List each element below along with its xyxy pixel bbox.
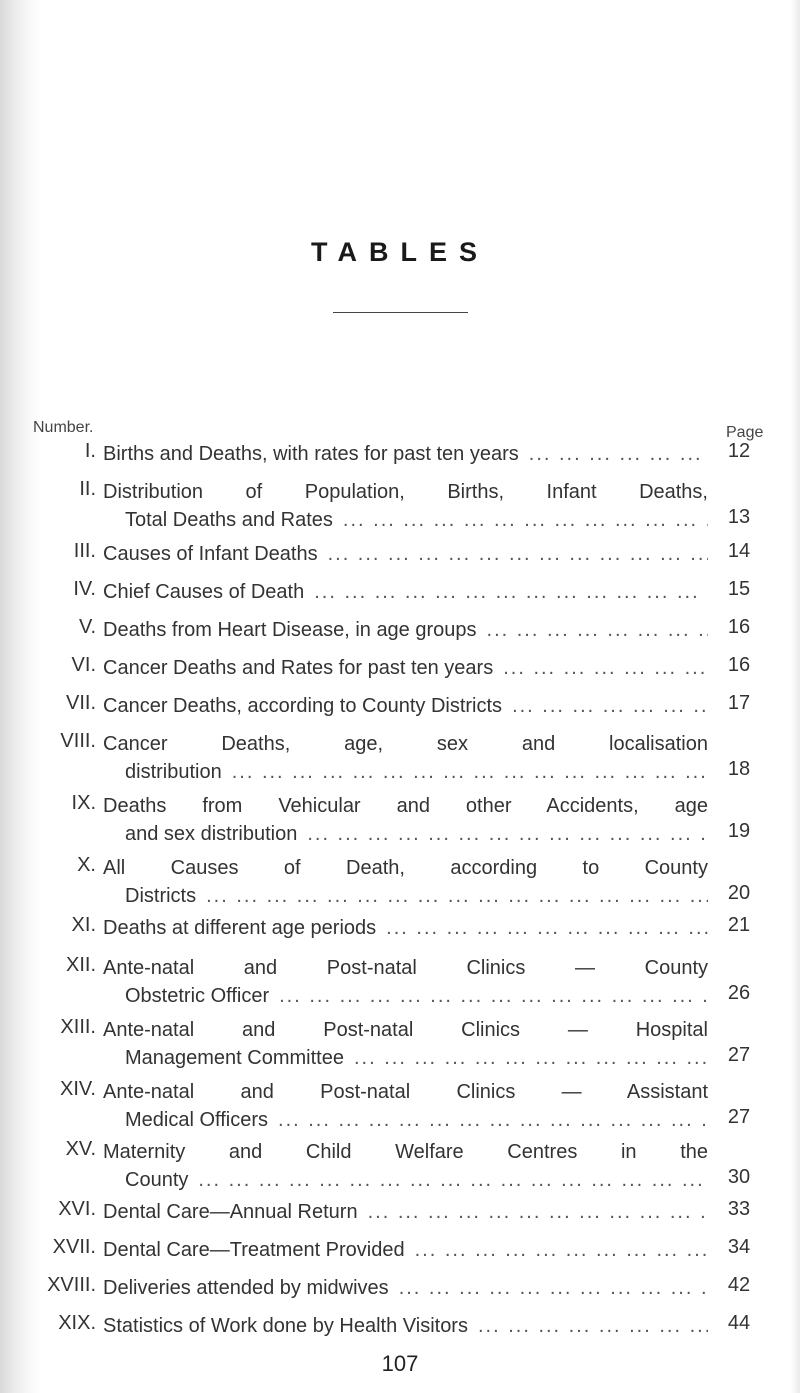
page-reference: 34 [727, 1236, 751, 1258]
table-number: XVII. [52, 1236, 96, 1258]
page-reference: 44 [727, 1312, 751, 1334]
description-text: County [125, 1169, 189, 1191]
page-reference: 20 [727, 882, 751, 904]
page-reference: 17 [727, 692, 751, 714]
table-description [103, 1078, 708, 1134]
description-line: Cancer Deaths, age, sex and localisation [103, 733, 708, 755]
dot-leader [269, 982, 708, 1010]
description-line [103, 1236, 708, 1264]
dot-leader [304, 578, 708, 606]
page-reference: 27 [727, 1044, 751, 1066]
table-description [103, 440, 708, 468]
table-number: II. [79, 478, 96, 500]
description-line [103, 982, 708, 1010]
page-reference: 14 [727, 540, 751, 562]
description-text: Chief Causes of Death [103, 581, 305, 603]
page-reference: 19 [727, 820, 751, 842]
dot-leader [519, 440, 708, 468]
page-reference: 15 [727, 578, 751, 600]
table-number: VII. [65, 692, 96, 714]
page-reference: 21 [727, 914, 751, 936]
description-line [103, 616, 708, 644]
description-text: Dental Care—Annual Return [103, 1201, 358, 1223]
description-line: Distribution of Population, Births, Infant Deaths, [103, 481, 708, 503]
table-number: XIX. [58, 1312, 96, 1334]
table-number: XVI. [58, 1198, 96, 1220]
dot-leader [405, 1236, 708, 1264]
description-line: Deaths from Vehicular and other Accidents, age [103, 795, 708, 817]
table-number: X. [77, 854, 96, 876]
description-line: Ante-natal and Post-natal Clinics — Hospital [103, 1019, 708, 1041]
page-edge-shadow-right [790, 0, 800, 1393]
description-line [103, 1274, 708, 1302]
table-description [103, 540, 708, 568]
page-column-header: Page [726, 424, 764, 441]
dot-leader [344, 1044, 708, 1072]
dot-leader [477, 616, 708, 644]
title-rule [333, 312, 468, 313]
table-number: IV. [73, 578, 96, 600]
page-title: TABLES [311, 237, 489, 267]
dot-leader [318, 540, 708, 568]
table-description [103, 914, 708, 942]
description-text: Deaths at different age periods [103, 917, 377, 939]
page-reference: 13 [727, 506, 751, 528]
description-line [103, 758, 708, 786]
description-line [103, 440, 708, 468]
dot-leader [297, 820, 708, 848]
dot-leader [222, 758, 708, 786]
page-reference: 18 [727, 758, 751, 780]
description-text: and sex distribution [125, 823, 298, 845]
description-line [103, 1312, 708, 1340]
dot-leader [268, 1106, 708, 1134]
table-description [103, 478, 708, 534]
dot-leader [376, 914, 708, 942]
description-line: Ante-natal and Post-natal Clinics — County [103, 957, 708, 979]
table-number: XIV. [60, 1078, 96, 1100]
description-text: Total Deaths and Rates [125, 509, 333, 531]
table-description [103, 1274, 708, 1302]
description-text: Causes of Infant Deaths [103, 543, 318, 565]
description-text: distribution [125, 761, 222, 783]
table-description [103, 730, 708, 786]
description-line [103, 506, 708, 534]
dot-leader [358, 1198, 708, 1226]
description-text: Deaths from Heart Disease, in age groups [103, 619, 477, 641]
table-description [103, 1198, 708, 1226]
description-text: Dental Care—Treatment Provided [103, 1239, 405, 1261]
table-description [103, 1138, 708, 1194]
table-number: XII. [65, 954, 96, 976]
description-line [103, 1166, 708, 1194]
description-line: Ante-natal and Post-natal Clinics — Assistant [103, 1081, 708, 1103]
dot-leader [389, 1274, 708, 1302]
table-description [103, 1236, 708, 1264]
page-reference: 27 [727, 1106, 751, 1128]
table-number: VI. [71, 654, 96, 676]
page-reference: 26 [727, 982, 751, 1004]
table-description [103, 616, 708, 644]
page-reference: 12 [727, 440, 751, 462]
table-number: V. [78, 616, 96, 638]
description-text: Obstetric Officer [125, 985, 270, 1007]
table-description [103, 1312, 708, 1340]
page-reference: 33 [727, 1198, 751, 1220]
description-text: Medical Officers [125, 1109, 269, 1131]
description-text: Deliveries attended by midwives [103, 1277, 389, 1299]
description-line [103, 820, 708, 848]
page-number: 107 [381, 1351, 419, 1376]
dot-leader [188, 1166, 708, 1194]
table-number: XV. [65, 1138, 96, 1160]
table-number: XIII. [60, 1016, 96, 1038]
description-line: Maternity and Child Welfare Centres in the [103, 1141, 708, 1163]
table-description [103, 654, 708, 682]
number-column-header: Number. [33, 419, 94, 436]
table-number: XI. [71, 914, 96, 936]
description-line [103, 578, 708, 606]
description-text: Births and Deaths, with rates for past ten years [103, 443, 519, 465]
description-line [103, 654, 708, 682]
table-number: XVIII. [47, 1274, 96, 1296]
table-number: VIII. [60, 730, 96, 752]
description-text: Statistics of Work done by Health Visitors [103, 1315, 468, 1337]
page-reference: 16 [727, 616, 751, 638]
dot-leader [333, 506, 708, 534]
dot-leader [196, 882, 708, 910]
dot-leader [493, 654, 708, 682]
table-number: I. [84, 440, 96, 462]
dot-leader [502, 692, 708, 720]
page-edge-shadow [0, 0, 42, 1393]
description-line [103, 692, 708, 720]
description-line [103, 882, 708, 910]
description-line [103, 914, 708, 942]
description-line [103, 1106, 708, 1134]
description-text: Cancer Deaths and Rates for past ten years [103, 657, 494, 679]
table-number: III. [73, 540, 96, 562]
description-line [103, 1198, 708, 1226]
description-line [103, 540, 708, 568]
page-reference: 16 [727, 654, 751, 676]
table-description [103, 692, 708, 720]
table-description [103, 792, 708, 848]
dot-leader [468, 1312, 708, 1340]
description-text: Cancer Deaths, according to County Districts [103, 695, 503, 717]
table-description [103, 578, 708, 606]
description-line [103, 1044, 708, 1072]
table-number: IX. [71, 792, 96, 814]
page-reference: 42 [727, 1274, 751, 1296]
description-line: All Causes of Death, according to County [103, 857, 708, 879]
page-reference: 30 [727, 1166, 751, 1188]
table-description [103, 1016, 708, 1072]
description-text: Management Committee [125, 1047, 344, 1069]
table-description [103, 954, 708, 1010]
table-description [103, 854, 708, 910]
description-text: Districts [125, 885, 197, 907]
